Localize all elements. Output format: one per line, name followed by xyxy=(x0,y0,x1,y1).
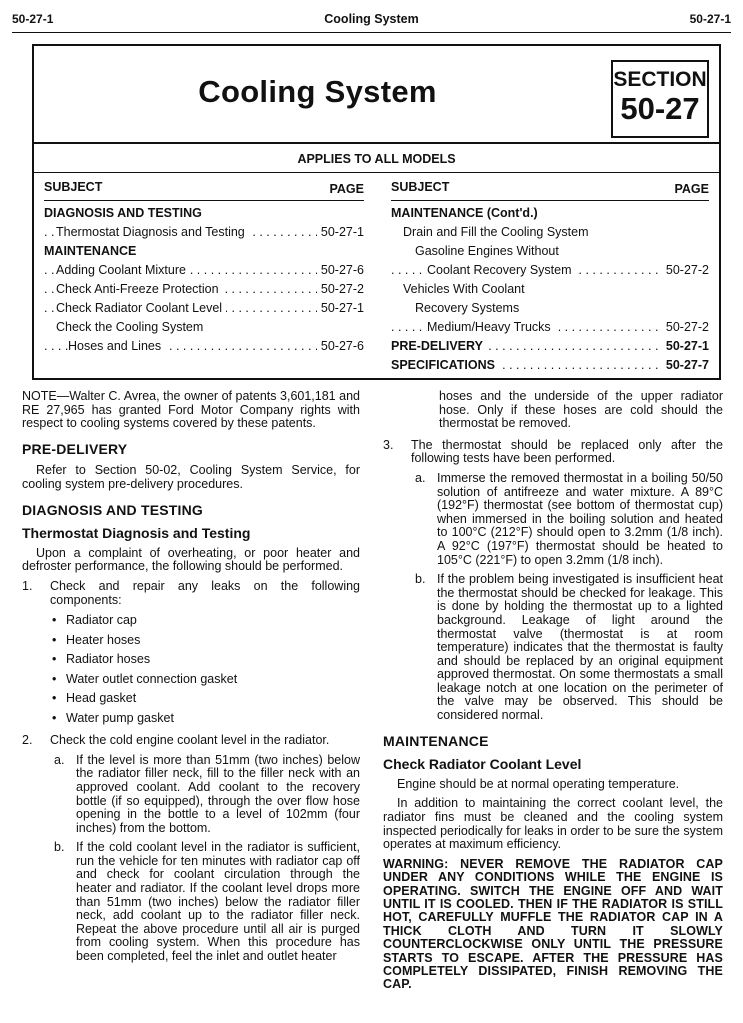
running-head-title: Cooling System xyxy=(324,12,419,26)
page-header: PAGE xyxy=(674,182,709,196)
toc-entry-page: 50-27-6 xyxy=(317,261,364,280)
toc-entry-subject: DIAGNOSIS AND TESTING xyxy=(44,206,206,220)
subject-header: SUBJECT xyxy=(44,180,103,194)
toc-entry xyxy=(391,280,709,299)
component-list-item: • Radiator hoses xyxy=(50,650,360,670)
toc-entry-subject: Thermostat Diagnosis and Testing xyxy=(56,225,249,239)
title-box xyxy=(32,44,721,144)
toc-entry-subject: MAINTENANCE xyxy=(44,244,140,258)
toc-entry-subject: PRE-DELIVERY xyxy=(391,339,487,353)
step-number: 1. xyxy=(22,578,33,593)
radiator-cap-warning: WARNING: NEVER REMOVE THE RADIATOR CAP UNDER ANY CONDITIONS WHILE THE ENGINE IS OPERATING. SWITCH THE ENGINE OFF AND WAIT UNTIL IT IS COOLED. THEN IF THE RADIATOR IS STILL HOT, CAREFULLY MUFFLE THE RADIATOR CAP IN A THICK CLOTH AND TURN IT SLOWLY COUNTERCLOCKWISE ONLY UNTIL THE PRESSURE STARTS TO ESCAPE. AFTER THE PRESSURE HAS COMPLETELY DISSIPATED, FINISH REMOVING THE CAP. xyxy=(383,856,723,992)
predelivery-heading: PRE-DELIVERY xyxy=(22,440,128,457)
section-label: SECTION xyxy=(613,68,707,91)
step-3b xyxy=(411,573,723,723)
toc-right-header xyxy=(391,178,709,200)
toc-entry-page: 50-27-1 xyxy=(317,223,364,242)
toc-left-rows xyxy=(44,204,364,356)
step-3a xyxy=(411,472,723,567)
thermostat-intro: Upon a complaint of overheating, or poor heater and defroster performance, the following should be performed. xyxy=(22,545,360,574)
toc-entry-page: 50-27-7 xyxy=(662,356,709,375)
toc-entry xyxy=(44,204,364,223)
substep-text: If the cold coolant level in the radiator is sufficient, run the vehicle for ten minutes with radiator cap off and check for coolant circulation through the heater and radiator. If the coolant level drops more than 51mm (two inches) below the radiator filler neck, add coolant up to the radiator filler neck. Repeat the above procedure until all air is purged from cooling system. When this procedure has been completed, feel the inlet and outlet heater xyxy=(76,840,360,964)
check-coolant-heading: Check Radiator Coolant Level xyxy=(383,756,582,773)
header-rule xyxy=(12,32,731,33)
toc-entry-page: 50-27-6 xyxy=(317,337,364,356)
patent-note: NOTE—Walter C. Avrea, the owner of patents 3,601,181 and RE 27,965 has granted Ford Motor Company rights with respect to cooling systems covered by these patents. xyxy=(22,389,360,431)
right-column xyxy=(383,390,723,992)
toc-entry-subject: Recovery Systems xyxy=(415,301,523,315)
page-number-left: 50-27-1 xyxy=(12,12,54,26)
toc-entry xyxy=(44,242,364,261)
thermostat-heading: Thermostat Diagnosis and Testing xyxy=(22,525,251,542)
toc-entry xyxy=(391,223,709,242)
toc-left-column xyxy=(44,178,364,356)
toc-left-header xyxy=(44,178,364,200)
toc-entry-subject: Vehicles With Coolant xyxy=(403,282,529,296)
substep-letter: a. xyxy=(415,470,426,485)
step-number: 2. xyxy=(22,733,33,748)
toc-entry-page: 50-27-2 xyxy=(662,261,709,280)
toc-entry-subject: Check the Cooling System xyxy=(56,320,207,334)
running-head xyxy=(12,12,731,28)
step-2a xyxy=(50,754,360,836)
predelivery-text: Refer to Section 50-02, Cooling System Service, for cooling system pre-delivery procedures. xyxy=(22,463,360,491)
left-column xyxy=(22,390,360,970)
table-of-contents xyxy=(32,144,721,380)
substep-text: If the problem being investigated is insufficient heat the thermostat should be checked for leakage. This is done by holding the thermostat up to a lighted background. Leakage of light around the thermostat valve (thermostat is at room temperature) indicates that the thermostat is faulty and should be replaced by an original equipment approved thermostat. On some thermostats a small leakage notch at one location on the perimeter of the valve may be observed. This should be considered normal. xyxy=(437,572,723,723)
subject-header: SUBJECT xyxy=(391,180,450,194)
toc-left-header-rule xyxy=(44,200,364,201)
component-list-item: • Water outlet connection gasket xyxy=(50,670,360,690)
toc-entry-subject: MAINTENANCE (Cont'd.) xyxy=(391,206,542,220)
component-list-item: • Radiator cap xyxy=(50,611,360,631)
step-3 xyxy=(383,439,723,723)
maintenance-heading: MAINTENANCE xyxy=(383,732,489,749)
diagnosis-heading: DIAGNOSIS AND TESTING xyxy=(22,501,204,518)
toc-entry-subject: SPECIFICATIONS xyxy=(391,358,499,372)
toc-entry-subject: Drain and Fill the Cooling System xyxy=(403,225,593,239)
toc-entry xyxy=(391,261,709,280)
toc-entry-subject: Coolant Recovery System xyxy=(427,263,576,277)
toc-entry-subject: Check Radiator Coolant Level xyxy=(56,301,226,315)
toc-entry-subject: Adding Coolant Mixture xyxy=(56,263,190,277)
toc-entry xyxy=(391,356,709,375)
applies-to-models: APPLIES TO ALL MODELS xyxy=(297,152,456,166)
toc-entry-page: 50-27-2 xyxy=(317,280,364,299)
step-text: Check and repair any leaks on the following components: xyxy=(50,578,360,607)
toc-entry xyxy=(44,223,364,242)
toc-entry xyxy=(391,318,709,337)
toc-entry-page: 50-27-2 xyxy=(662,318,709,337)
section-box xyxy=(611,60,709,138)
substep-letter: a. xyxy=(54,752,65,767)
toc-entry xyxy=(44,261,364,280)
step-2b xyxy=(50,841,360,963)
toc-entry xyxy=(44,318,364,337)
toc-entry xyxy=(44,299,364,318)
toc-entry xyxy=(44,337,364,356)
step-2b-continued: hoses and the underside of the upper radiator hose. Only if these hoses are cold should the thermostat be removed. xyxy=(439,389,723,431)
component-list-item: • Water pump gasket xyxy=(50,709,360,729)
step-number: 3. xyxy=(383,437,394,452)
applies-rule xyxy=(34,172,719,173)
toc-entry-subject: Hoses and Lines xyxy=(68,339,165,353)
page-title: Cooling System xyxy=(198,74,437,109)
toc-entry xyxy=(44,280,364,299)
component-list xyxy=(50,611,360,728)
toc-right-rows xyxy=(391,204,709,375)
section-number: 50-27 xyxy=(620,91,700,126)
toc-entry xyxy=(391,242,709,261)
check-coolant-text-2: In addition to maintaining the correct coolant level, the radiator fins must be cleaned and the cooling system inspected periodically for leaks in order to be sure the system operates at maximum efficiency. xyxy=(383,796,723,852)
step-text: Check the cold engine coolant level in the radiator. xyxy=(50,733,330,748)
toc-right-header-rule xyxy=(391,200,709,201)
step-1 xyxy=(22,580,360,728)
substep-text: If the level is more than 51mm (two inches) below the radiator filler neck, fill to the filler neck with an approved coolant. Add coolant to the recovery bottle (if so equipped), through the over flow hose opening in the bottle to a level of 102mm (four inches) from the bottom. xyxy=(76,752,360,835)
toc-entry-page: 50-27-1 xyxy=(662,337,709,356)
toc-entry-page: 50-27-1 xyxy=(317,299,364,318)
page-number-right: 50-27-1 xyxy=(689,12,731,26)
substep-text: Immerse the removed thermostat in a boiling 50/50 solution of antifreeze and water mixture. A 89°C (192°F) thermostat (see bottom of thermostat cup) when immersed in the boiling solution and heated to 100°C (212°F) should open to 3.2mm (1/8 inch). A 92°C (197°F) thermostat should be heated to 105°C (221°F) to open 3.2mm (1/8 inch). xyxy=(437,470,723,567)
step-2 xyxy=(22,734,360,964)
check-coolant-text-1: Engine should be at normal operating temperature. xyxy=(397,776,680,791)
toc-right-column xyxy=(391,178,709,375)
toc-entry xyxy=(391,204,709,223)
toc-entry-subject: Gasoline Engines Without xyxy=(415,244,563,258)
substep-letter: b. xyxy=(415,572,426,587)
toc-entry xyxy=(391,337,709,356)
component-list-item: • Heater hoses xyxy=(50,631,360,651)
component-list-item: • Head gasket xyxy=(50,689,360,709)
toc-entry-subject: Check Anti-Freeze Protection xyxy=(56,282,223,296)
page-header: PAGE xyxy=(329,182,364,196)
toc-entry-subject: Medium/Heavy Trucks xyxy=(427,320,555,334)
step-text: The thermostat should be replaced only after the following tests have been performed. xyxy=(411,437,723,466)
substep-letter: b. xyxy=(54,840,65,855)
toc-entry xyxy=(391,299,709,318)
